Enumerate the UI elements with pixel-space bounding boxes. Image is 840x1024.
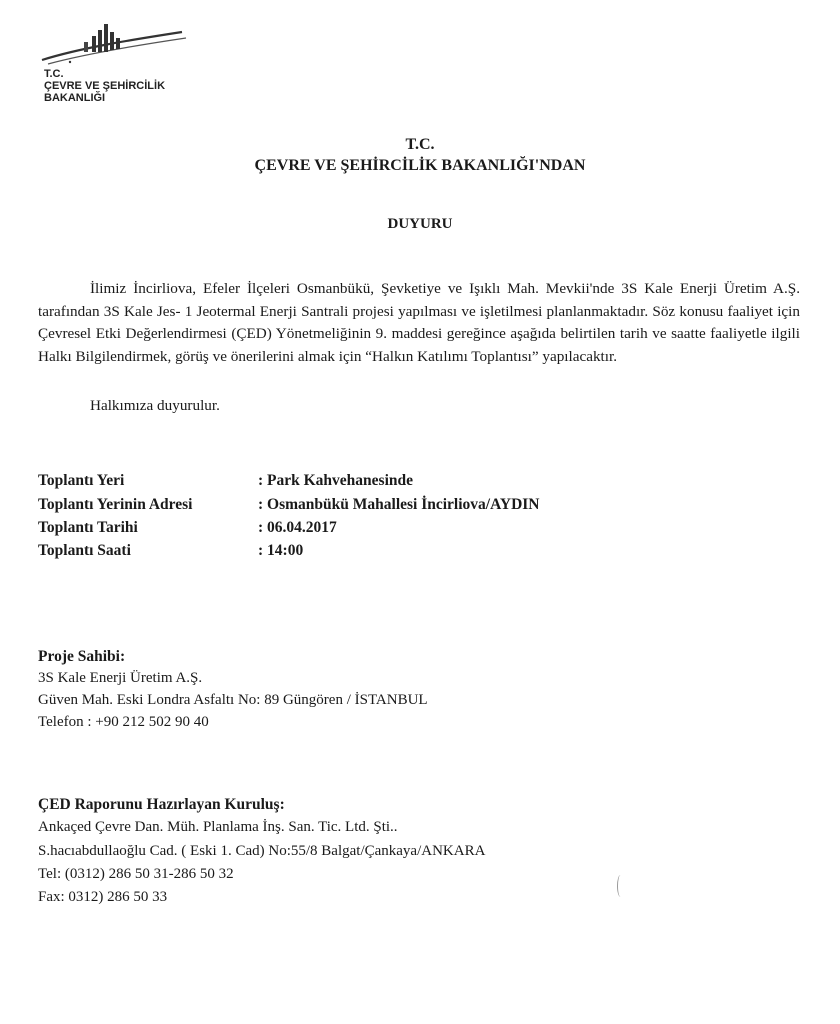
- document-title: DUYURU: [387, 216, 453, 232]
- ced-org-fax: Fax: 0312) 286 50 33: [38, 889, 168, 905]
- header-ministry: ÇEVRE VE ŞEHİRCİLİK BAKANLIĞI'NDAN: [254, 157, 586, 174]
- project-owner-phone: Telefon : +90 212 502 90 40: [38, 714, 209, 730]
- ced-org-address: S.hacıabdullaoğlu Cad. ( Eski 1. Cad) No:55/8 Balgat/Çankaya/ANKARA: [38, 843, 486, 859]
- closing-line: Halkımıza duyurulur.: [90, 397, 220, 414]
- meeting-date-label: Toplantı Tarihi: [38, 519, 138, 536]
- ministry-logo: [40, 18, 190, 110]
- meeting-address-value: : Osmanbükü Mahallesi İncirliova/AYDIN: [258, 496, 540, 513]
- header-tc: T.C.: [405, 136, 435, 153]
- ced-org-name: Ankaçed Çevre Dan. Müh. Planlama İnş. San. Tic. Ltd. Şti..: [38, 819, 398, 835]
- logo-text: T.C. ÇEVRE VE ŞEHİRCİLİK BAKANLIĞI: [44, 68, 166, 104]
- meeting-time-label: Toplantı Saati: [38, 542, 131, 559]
- meeting-date-value: : 06.04.2017: [258, 519, 337, 536]
- meeting-place-label: Toplantı Yeri: [38, 472, 125, 489]
- scan-mark: [617, 875, 624, 897]
- ced-org-heading: ÇED Raporunu Hazırlayan Kuruluş:: [38, 796, 285, 813]
- meeting-place-value: : Park Kahvehanesinde: [258, 472, 414, 489]
- project-owner-heading: Proje Sahibi:: [38, 648, 126, 665]
- ministry-building-emblem-icon: [40, 18, 190, 68]
- announcement-paragraph: İlimiz İncirliova, Efeler İlçeleri Osmanbükü, Şevketiye ve Işıklı Mah. Mevkii'nde 3S Kale Enerji Üretim A.Ş. tarafından 3S Kale Jes- 1 Jeotermal Enerji Santrali projesi yapılması ve işletilmesi planlanmaktadır. Söz konusu faaliyet için Çevresel Etki Değerlendirmesi (ÇED) Yönetmeliğinin 9. maddesi gereğince aşağıda belirtilen tarih ve saatte faaliyetle ilgili Halkı Bilgilendirmek, görüş ve önerilerini almak için “Halkın Katılımı Toplantısı” yapılacaktır.: [38, 280, 800, 365]
- project-owner-address: Güven Mah. Eski Londra Asfaltı No: 89 Güngören / İSTANBUL: [38, 692, 428, 708]
- ced-org-tel: Tel: (0312) 286 50 31-286 50 32: [38, 866, 234, 882]
- meeting-time-value: : 14:00: [258, 542, 304, 559]
- meeting-address-label: Toplantı Yerinin Adresi: [38, 496, 193, 513]
- project-owner-name: 3S Kale Enerji Üretim A.Ş.: [38, 670, 203, 686]
